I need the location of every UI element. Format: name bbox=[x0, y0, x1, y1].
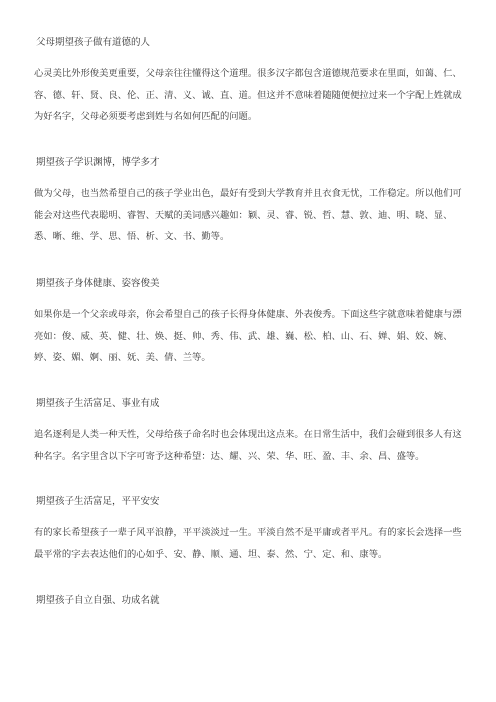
section-heading-6: 期望孩子自立自强、功成名就 bbox=[36, 595, 160, 606]
section-heading-4: 期望孩子生活富足、事业有成 bbox=[36, 398, 160, 409]
section-body-2: 做为父母，也当然希望自己的孩子学业出色，最好有受到大学教育并且衣食无忧，工作稳定。所以他们可能会对这些代表聪明、睿智、天赋的美词感兴趣如：颖、灵、睿、锐、哲、慧、敦、迪、明、晓、显、悉、晰、维、学、思、悟、析、文、书、勤等。 bbox=[34, 188, 462, 242]
section-heading-3: 期望孩子身体健康、姿容俊美 bbox=[36, 278, 160, 289]
section-body-4: 追名逐利是人类一种天性，父母给孩子命名时也会体现出这点来。在日常生活中，我们会碰到很多人有这种名字。名字里含以下字可寄予这种希望：达、耀、兴、荣、华、旺、盈、丰、余、昌、盛等。 bbox=[34, 429, 462, 462]
section-body-5: 有的家长希望孩子一辈子风平浪静，平平淡淡过一生。平淡自然不是平庸或者平凡。有的家长会选择一些最平常的字去表达他们的心如乎、安、静、顺、通、坦、泰、然、宁、定、和、康等。 bbox=[34, 527, 462, 560]
section-body-1: 心灵美比外形俊美更重要，父母亲往往懂得这个道理。很多汉字都包含道德规范要求在里面，如蔼、仁、容、德、轩、贤、良、伦、正、清、义、诚、直、道。但这并不意味着随随便便拉过来一个字配上姓就成为好名字，父母必须要考虑到姓与名如何匹配的问题。 bbox=[34, 68, 462, 122]
section-heading-2: 期望孩子学识渊博，博学多才 bbox=[36, 157, 160, 168]
section-body-3: 如果你是一个父亲或母亲，你会希望自己的孩子长得身体健康、外表俊秀。下面这些字就意味着健康与漂亮如：俊、威、英、健、壮、焕、挺、帅、秀、伟、武、雄、巍、松、柏、山、石、婵、娟、姣、婉、婷、姿、媚、婀、丽、妩、美、倩、兰等。 bbox=[34, 309, 462, 363]
section-heading-1: 父母期望孩子做有道德的人 bbox=[36, 37, 151, 48]
section-heading-5: 期望孩子生活富足，平平安安 bbox=[36, 496, 160, 507]
